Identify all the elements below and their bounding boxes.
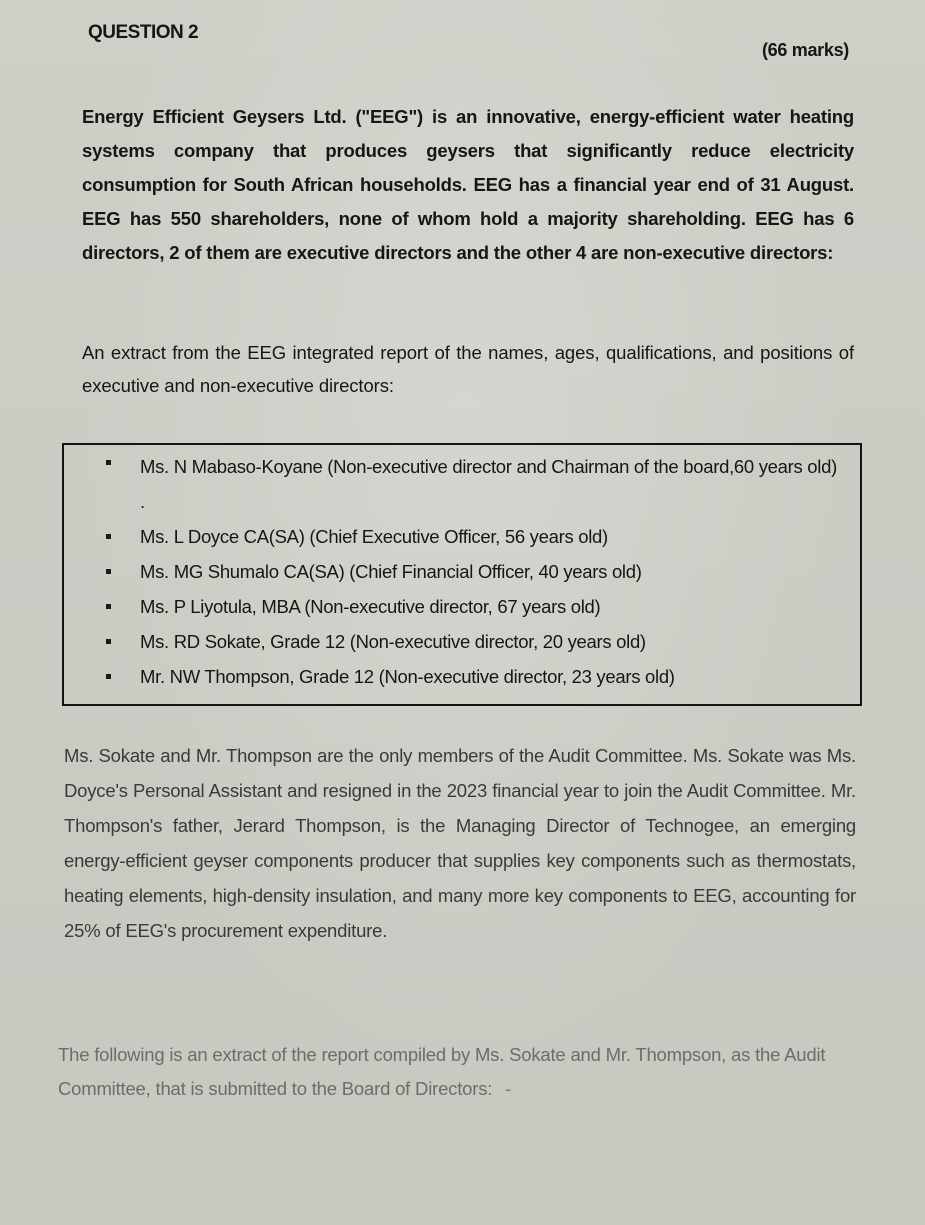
bullet-icon bbox=[106, 674, 111, 679]
bullet-icon bbox=[106, 639, 111, 644]
question-title: QUESTION 2 bbox=[88, 22, 199, 43]
extract-intro-paragraph: An extract from the EEG integrated report of the names, ages, qualifications, and positions of executive and non-executive directors: bbox=[82, 342, 854, 396]
directors-box bbox=[62, 443, 862, 706]
director-item bbox=[64, 445, 860, 519]
intro-paragraph: Energy Efficient Geysers Ltd. ("EEG") is an innovative, energy-efficient water heating systems company that produces geysers that significantly reduce electricity consumption for South African households. EEG has a financial year end of 31 August. EEG has 550 shareholders, none of whom hold a majority shareholding. EEG has 6 directors, 2 of them are executive directors and the other 4 are non-executive directors: bbox=[82, 106, 854, 263]
director-text: Ms. RD Sokate, Grade 12 (Non-executive director, 20 years old) bbox=[140, 631, 646, 652]
director-item bbox=[64, 519, 860, 554]
director-item bbox=[64, 554, 860, 589]
audit-committee-paragraph: Ms. Sokate and Mr. Thompson are the only members of the Audit Committee. Ms. Sokate was Ms. Doyce's Personal Assistant and resigned in the 2023 financial year to join the Audit Committee. Mr. Thompson's father, Jerard Thompson, is the Managing Director of Technogee, an emerging energy-efficient geyser components producer that supplies key components such as thermostats, heating elements, high-density insulation, and many more key components to EEG, accounting for 25% of EEG's procurement expenditure. bbox=[64, 745, 856, 941]
director-text: Ms. P Liyotula, MBA (Non-executive director, 67 years old) bbox=[140, 596, 601, 617]
bullet-icon bbox=[106, 569, 111, 574]
bullet-icon bbox=[106, 604, 111, 609]
report-intro-text: The following is an extract of the report compiled by Ms. Sokate and Mr. Thompson, as the Audit Committee, that is submitted to the Board of Directors: bbox=[58, 1044, 826, 1099]
report-intro-paragraph bbox=[58, 1038, 858, 1106]
director-item bbox=[64, 624, 860, 659]
director-item bbox=[64, 659, 860, 694]
question-marks: (66 marks) bbox=[761, 40, 849, 60]
director-text: Ms. MG Shumalo CA(SA) (Chief Financial Officer, 40 years old) bbox=[140, 561, 642, 582]
director-text: Ms. L Doyce CA(SA) (Chief Executive Officer, 56 years old) bbox=[140, 526, 608, 547]
directors-list bbox=[64, 445, 860, 694]
trailing-mark: - bbox=[505, 1078, 512, 1099]
bullet-icon bbox=[106, 534, 111, 539]
director-text: Ms. N Mabaso-Koyane (Non-executive director and Chairman of the board,60 years old) . bbox=[140, 456, 837, 512]
bullet-icon bbox=[106, 460, 111, 465]
director-item bbox=[64, 589, 860, 624]
director-text: Mr. NW Thompson, Grade 12 (Non-executive director, 23 years old) bbox=[140, 666, 675, 687]
